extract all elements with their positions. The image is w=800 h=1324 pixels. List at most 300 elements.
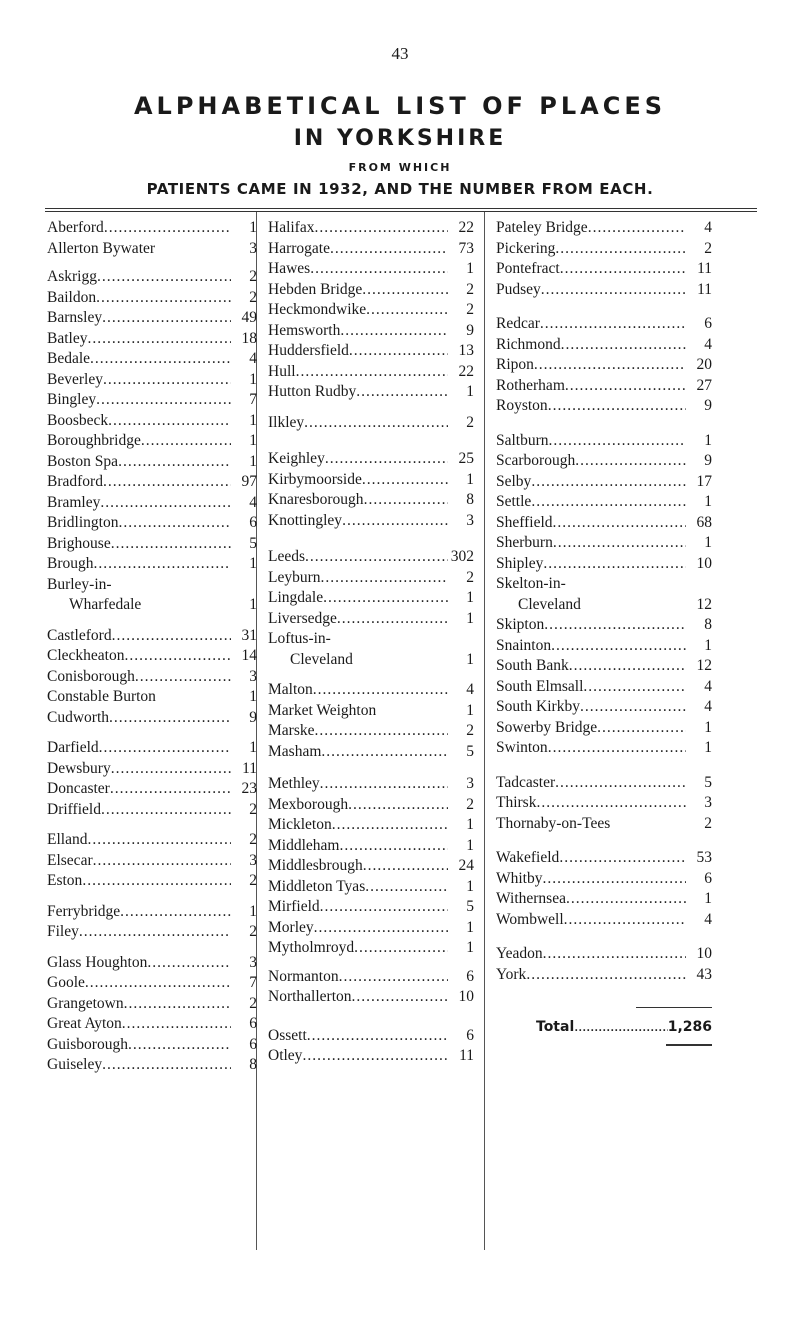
place-entry bbox=[268, 836, 474, 857]
patient-count: 2 bbox=[249, 268, 257, 285]
place-name: Hull bbox=[268, 362, 296, 380]
place-entry bbox=[47, 851, 257, 872]
place-name: Ferrybridge bbox=[47, 902, 121, 920]
leader-dots bbox=[543, 869, 687, 890]
leader-dots bbox=[349, 341, 448, 362]
patient-count: 1 bbox=[704, 534, 712, 551]
patient-count: 6 bbox=[704, 869, 712, 887]
place-name: Mexborough bbox=[268, 795, 349, 813]
patient-count: 2 bbox=[466, 301, 474, 318]
leader-dots bbox=[588, 218, 686, 239]
leader-dots bbox=[337, 609, 448, 630]
place-entry bbox=[47, 349, 257, 370]
place-entry bbox=[47, 646, 257, 667]
leader-dots bbox=[354, 938, 448, 959]
leader-dots bbox=[323, 588, 448, 609]
place-entry bbox=[496, 869, 712, 890]
patient-count bbox=[686, 574, 712, 595]
place-entry bbox=[496, 314, 712, 335]
place-entry bbox=[496, 259, 712, 280]
patient-count: 8 bbox=[466, 491, 474, 508]
leader-dots bbox=[102, 308, 231, 329]
place-entry bbox=[268, 300, 474, 321]
patient-count: 6 bbox=[249, 514, 257, 531]
patient-count: 1 bbox=[249, 596, 257, 613]
patient-count: 1 bbox=[249, 688, 257, 705]
place-name: Dewsbury bbox=[47, 759, 111, 777]
place-entry bbox=[496, 513, 712, 534]
leader-dots bbox=[111, 759, 231, 780]
place-entry bbox=[47, 370, 257, 391]
place-name: Leyburn bbox=[268, 568, 321, 586]
place-entry bbox=[268, 918, 474, 939]
place-name: Withernsea bbox=[496, 890, 566, 907]
patient-count: 3 bbox=[249, 667, 257, 685]
leader-dots bbox=[118, 513, 231, 534]
place-entry bbox=[268, 490, 474, 511]
leader-dots bbox=[96, 288, 231, 309]
place-name: Conisborough bbox=[47, 667, 135, 685]
place-entry bbox=[47, 493, 257, 514]
place-name: Darfield bbox=[47, 739, 99, 756]
patient-count: 4 bbox=[704, 698, 712, 715]
place-name: Hawes bbox=[268, 260, 311, 277]
patient-count: 4 bbox=[704, 219, 712, 236]
leader-dots bbox=[331, 629, 448, 650]
leader-dots bbox=[342, 511, 448, 532]
place-name: Elsecar bbox=[47, 851, 93, 869]
place-name: Yeadon bbox=[496, 945, 543, 962]
patient-count: 10 bbox=[696, 945, 712, 962]
patient-count: 1 bbox=[249, 432, 257, 449]
place-name: Skelton-in- bbox=[496, 575, 566, 592]
place-entry bbox=[47, 922, 257, 943]
place-entry bbox=[47, 554, 257, 575]
place-entry bbox=[496, 239, 712, 260]
patient-count: 4 bbox=[704, 335, 712, 353]
leader-dots bbox=[82, 871, 231, 892]
patient-count: 4 bbox=[249, 493, 257, 511]
place-name: Halifax bbox=[268, 219, 315, 236]
place-entry bbox=[268, 815, 474, 836]
place-name: Hutton Rudby bbox=[268, 383, 357, 400]
leader-dots bbox=[564, 910, 686, 931]
patient-count: 11 bbox=[459, 1047, 474, 1064]
patient-count: 53 bbox=[696, 849, 712, 866]
place-entry bbox=[268, 856, 474, 877]
patient-count: 4 bbox=[704, 910, 712, 928]
patient-count: 6 bbox=[249, 1015, 257, 1032]
place-name: Castleford bbox=[47, 626, 112, 644]
place-entry bbox=[268, 588, 474, 609]
place-entry bbox=[268, 382, 474, 403]
place-name: Mytholmroyd bbox=[268, 939, 355, 956]
leader-dots bbox=[120, 902, 231, 923]
place-name: Royston bbox=[496, 397, 548, 414]
place-entry bbox=[47, 973, 257, 994]
patient-count: 4 bbox=[466, 681, 474, 698]
place-entry bbox=[496, 677, 712, 698]
place-entry bbox=[268, 568, 474, 589]
place-entry bbox=[47, 759, 257, 780]
place-entry bbox=[268, 239, 474, 260]
patient-count: 10 bbox=[458, 988, 474, 1005]
place-name: Sherburn bbox=[496, 534, 553, 551]
place-entry bbox=[496, 492, 712, 513]
leader-dots bbox=[575, 451, 686, 472]
place-entry bbox=[496, 848, 712, 869]
place-entry bbox=[47, 708, 257, 729]
leader-dots bbox=[99, 738, 231, 759]
place-entry bbox=[47, 667, 257, 688]
leader-dots bbox=[540, 314, 686, 335]
place-entry bbox=[47, 288, 257, 309]
place-name: Beverley bbox=[47, 370, 103, 388]
place-entry bbox=[268, 629, 474, 650]
patient-count: 1 bbox=[704, 636, 712, 654]
patient-count: 1 bbox=[466, 589, 474, 606]
patient-count: 25 bbox=[458, 450, 474, 467]
patient-count: 73 bbox=[458, 239, 474, 257]
patient-count: 2 bbox=[466, 795, 474, 813]
patient-count: 1 bbox=[466, 918, 474, 936]
place-name: Cleckheaton bbox=[47, 647, 125, 664]
place-name: Doncaster bbox=[47, 780, 110, 797]
place-name: Lingdale bbox=[268, 589, 324, 606]
place-entry bbox=[268, 877, 474, 898]
place-entry bbox=[47, 329, 257, 350]
total-label: Total bbox=[536, 1019, 575, 1035]
place-entry bbox=[496, 472, 712, 493]
page-number: 43 bbox=[391, 44, 409, 63]
leader-dots bbox=[147, 953, 231, 974]
patient-count: 1 bbox=[466, 383, 474, 400]
patient-count bbox=[231, 575, 257, 596]
place-name: Shipley bbox=[496, 554, 544, 572]
leader-dots bbox=[141, 595, 231, 616]
patient-count: 2 bbox=[249, 994, 257, 1012]
patient-count: 1 bbox=[249, 411, 257, 429]
leader-dots bbox=[560, 259, 686, 280]
patient-count: 1 bbox=[466, 701, 474, 719]
place-entry bbox=[47, 575, 257, 596]
leader-dots bbox=[155, 239, 231, 260]
place-name: Market Weighton bbox=[268, 701, 377, 719]
place-entry bbox=[47, 800, 257, 821]
place-name: Keighley bbox=[268, 450, 325, 467]
place-name: Mickleton bbox=[268, 816, 332, 833]
place-name: Askrigg bbox=[47, 268, 97, 285]
leader-dots bbox=[534, 355, 686, 376]
leader-dots bbox=[135, 667, 231, 688]
patient-count: 6 bbox=[466, 1026, 474, 1044]
leader-dots bbox=[305, 547, 448, 568]
patient-count: 8 bbox=[704, 616, 712, 633]
place-entry bbox=[268, 967, 474, 988]
leader-dots bbox=[543, 554, 686, 575]
place-name: Harrogate bbox=[268, 239, 330, 257]
place-name: Ossett bbox=[268, 1026, 307, 1044]
place-name: Middlesbrough bbox=[268, 857, 363, 874]
place-entry bbox=[496, 431, 712, 452]
leader-dots bbox=[566, 889, 686, 910]
place-entry bbox=[268, 680, 474, 701]
leader-dots bbox=[112, 626, 231, 647]
leader-dots bbox=[320, 897, 448, 918]
patient-count: 1 bbox=[466, 609, 474, 627]
place-entry bbox=[47, 534, 257, 555]
leader-dots bbox=[296, 362, 448, 383]
total-rule-bottom bbox=[666, 1044, 712, 1046]
leader-dots bbox=[362, 280, 448, 301]
place-name: Wombwell bbox=[496, 910, 564, 928]
leader-dots bbox=[364, 490, 448, 511]
place-entry bbox=[496, 965, 712, 986]
leader-dots bbox=[583, 677, 686, 698]
place-entry bbox=[268, 218, 474, 239]
place-entry bbox=[268, 795, 474, 816]
place-entry bbox=[268, 742, 474, 763]
place-entry bbox=[496, 910, 712, 931]
place-entry bbox=[268, 280, 474, 301]
patient-count: 12 bbox=[696, 657, 712, 674]
patient-count: 11 bbox=[242, 759, 257, 777]
patient-count: 9 bbox=[704, 452, 712, 469]
place-name: Wakefield bbox=[496, 849, 560, 866]
patient-count: 5 bbox=[466, 898, 474, 915]
leader-dots bbox=[597, 718, 686, 739]
place-name: York bbox=[496, 965, 527, 983]
patient-count: 1 bbox=[466, 877, 474, 895]
leader-dots bbox=[549, 431, 686, 452]
place-entry bbox=[47, 1035, 257, 1056]
total-value: 1,286 bbox=[667, 1019, 712, 1035]
leader-dots bbox=[321, 568, 448, 589]
place-entry bbox=[496, 793, 712, 814]
place-name: Morley bbox=[268, 918, 314, 936]
leader-dots bbox=[569, 656, 686, 677]
leader-dots bbox=[85, 973, 231, 994]
place-name: Bramley bbox=[47, 493, 101, 511]
patient-count: 1 bbox=[466, 816, 474, 833]
place-entry bbox=[496, 574, 712, 595]
patient-count: 302 bbox=[450, 548, 474, 565]
place-entry bbox=[268, 470, 474, 491]
leader-dots bbox=[544, 615, 686, 636]
patient-count: 3 bbox=[249, 953, 257, 971]
place-entry bbox=[268, 1046, 474, 1067]
leader-dots bbox=[90, 349, 231, 370]
leader-dots bbox=[548, 738, 686, 759]
patient-count: 2 bbox=[466, 722, 474, 739]
place-entry bbox=[268, 774, 474, 795]
place-name: Cleveland bbox=[518, 595, 581, 613]
leader-dots bbox=[320, 774, 448, 795]
patient-count bbox=[448, 629, 474, 650]
place-name: Grangetown bbox=[47, 994, 124, 1012]
place-entry bbox=[47, 452, 257, 473]
leader-dots bbox=[103, 370, 231, 391]
leader-dots bbox=[339, 967, 448, 988]
patient-count: 1 bbox=[466, 939, 474, 956]
patient-count: 11 bbox=[697, 260, 712, 277]
place-name: Liversedge bbox=[268, 609, 337, 627]
leader-dots bbox=[141, 431, 231, 452]
leader-dots bbox=[561, 335, 686, 356]
patient-count: 9 bbox=[704, 397, 712, 414]
place-name: Great Ayton bbox=[47, 1015, 122, 1032]
place-name: Cleveland bbox=[290, 650, 353, 668]
place-name: South Elmsall bbox=[496, 677, 584, 695]
place-name: Barnsley bbox=[47, 309, 103, 326]
leader-dots bbox=[79, 922, 231, 943]
place-entry bbox=[47, 1014, 257, 1035]
place-entry bbox=[496, 533, 712, 554]
leader-dots bbox=[580, 697, 686, 718]
place-name: Middleham bbox=[268, 836, 340, 854]
leader-dots bbox=[109, 708, 231, 729]
place-entry bbox=[47, 308, 257, 329]
leader-dots bbox=[365, 877, 448, 898]
leader-dots bbox=[536, 793, 686, 814]
patient-count: 3 bbox=[249, 851, 257, 869]
place-name: Brough bbox=[47, 555, 94, 572]
place-name: Whitby bbox=[496, 869, 543, 887]
place-entry bbox=[496, 718, 712, 739]
leader-dots bbox=[93, 851, 231, 872]
leader-dots bbox=[124, 646, 231, 667]
patient-count: 3 bbox=[704, 794, 712, 811]
patient-count: 8 bbox=[249, 1056, 257, 1073]
patient-count: 49 bbox=[241, 309, 257, 326]
place-name: Methley bbox=[268, 775, 320, 792]
patient-count: 20 bbox=[696, 356, 712, 373]
place-entry bbox=[268, 897, 474, 918]
place-entry bbox=[47, 431, 257, 452]
patient-count: 27 bbox=[696, 376, 712, 394]
place-entry bbox=[268, 547, 474, 568]
place-entry bbox=[47, 871, 257, 892]
leader-dots bbox=[103, 472, 231, 493]
place-entry bbox=[268, 650, 474, 671]
patient-count: 2 bbox=[249, 923, 257, 940]
leader-dots bbox=[97, 267, 231, 288]
place-name: Hemsworth bbox=[268, 321, 341, 339]
place-name: Leeds bbox=[268, 548, 306, 565]
place-entry bbox=[268, 1026, 474, 1047]
leader-dots bbox=[314, 918, 448, 939]
place-entry bbox=[496, 335, 712, 356]
place-name: Heckmondwike bbox=[268, 301, 367, 318]
leader-dots bbox=[102, 1055, 231, 1076]
leader-dots bbox=[302, 1046, 448, 1067]
place-entry bbox=[496, 889, 712, 910]
patient-count: 5 bbox=[249, 534, 257, 552]
patient-count: 11 bbox=[697, 280, 712, 298]
place-name: Masham bbox=[268, 742, 322, 760]
place-name: Sowerby Bridge bbox=[496, 718, 598, 736]
leader-dots bbox=[101, 800, 231, 821]
place-name: Scarborough bbox=[496, 452, 576, 469]
place-entry bbox=[268, 341, 474, 362]
place-name: Allerton Bywater bbox=[47, 239, 156, 257]
place-name: Selby bbox=[496, 472, 532, 490]
place-entry bbox=[47, 472, 257, 493]
leader-dots bbox=[87, 830, 231, 851]
place-name: Middleton Tyas bbox=[268, 877, 366, 895]
patient-count: 1 bbox=[466, 836, 474, 854]
place-entry bbox=[268, 362, 474, 383]
total-rule-top bbox=[636, 1007, 712, 1008]
patient-count: 5 bbox=[466, 742, 474, 760]
patient-count: 3 bbox=[466, 775, 474, 792]
place-name: Bridlington bbox=[47, 514, 119, 531]
place-name: Goole bbox=[47, 974, 85, 991]
place-name: Knaresborough bbox=[268, 491, 364, 508]
title-line-1: ALPHABETICAL LIST OF PLACES bbox=[133, 92, 667, 120]
leader-dots bbox=[122, 1014, 231, 1035]
leader-dots bbox=[156, 687, 231, 708]
place-entry bbox=[268, 987, 474, 1008]
place-entry bbox=[496, 451, 712, 472]
leader-dots bbox=[96, 390, 231, 411]
place-name: Huddersfield bbox=[268, 342, 349, 359]
place-entry bbox=[496, 280, 712, 301]
patient-count: 1 bbox=[466, 470, 474, 488]
place-entry bbox=[496, 554, 712, 575]
place-name: Boroughbridge bbox=[47, 432, 141, 449]
patient-count: 18 bbox=[241, 329, 257, 347]
leader-dots bbox=[610, 814, 686, 835]
leader-dots bbox=[581, 595, 686, 616]
header-rule-bottom bbox=[45, 211, 757, 212]
patient-count: 3 bbox=[466, 511, 474, 529]
place-name: Wharfedale bbox=[69, 596, 142, 613]
leader-dots bbox=[531, 472, 686, 493]
patient-count: 2 bbox=[466, 413, 474, 431]
places-column-3 bbox=[496, 218, 712, 1046]
place-entry bbox=[496, 218, 712, 239]
patient-count: 7 bbox=[249, 391, 257, 408]
patient-count: 12 bbox=[696, 595, 712, 613]
place-name: Guisborough bbox=[47, 1035, 128, 1053]
place-entry bbox=[47, 390, 257, 411]
patient-count: 2 bbox=[249, 288, 257, 306]
title-line-3: FROM WHICH bbox=[348, 161, 452, 174]
leader-dots bbox=[310, 259, 448, 280]
place-name: Constable Burton bbox=[47, 688, 156, 705]
place-entry bbox=[268, 938, 474, 959]
leader-dots bbox=[87, 329, 231, 350]
place-entry bbox=[268, 701, 474, 722]
place-name: Knottingley bbox=[268, 511, 343, 529]
leader-dots bbox=[559, 848, 686, 869]
place-entry bbox=[496, 355, 712, 376]
leader-dots bbox=[353, 650, 448, 671]
place-entry bbox=[47, 626, 257, 647]
leader-dots bbox=[555, 773, 686, 794]
place-name: Redcar bbox=[496, 315, 540, 332]
leader-dots bbox=[348, 795, 448, 816]
patient-count: 2 bbox=[466, 280, 474, 298]
place-name: Brighouse bbox=[47, 534, 111, 552]
place-name: Rotherham bbox=[496, 376, 565, 394]
leader-dots bbox=[565, 376, 686, 397]
leader-dots bbox=[110, 779, 231, 800]
leader-dots bbox=[363, 856, 448, 877]
leader-dots bbox=[543, 944, 686, 965]
place-name: Baildon bbox=[47, 288, 97, 306]
